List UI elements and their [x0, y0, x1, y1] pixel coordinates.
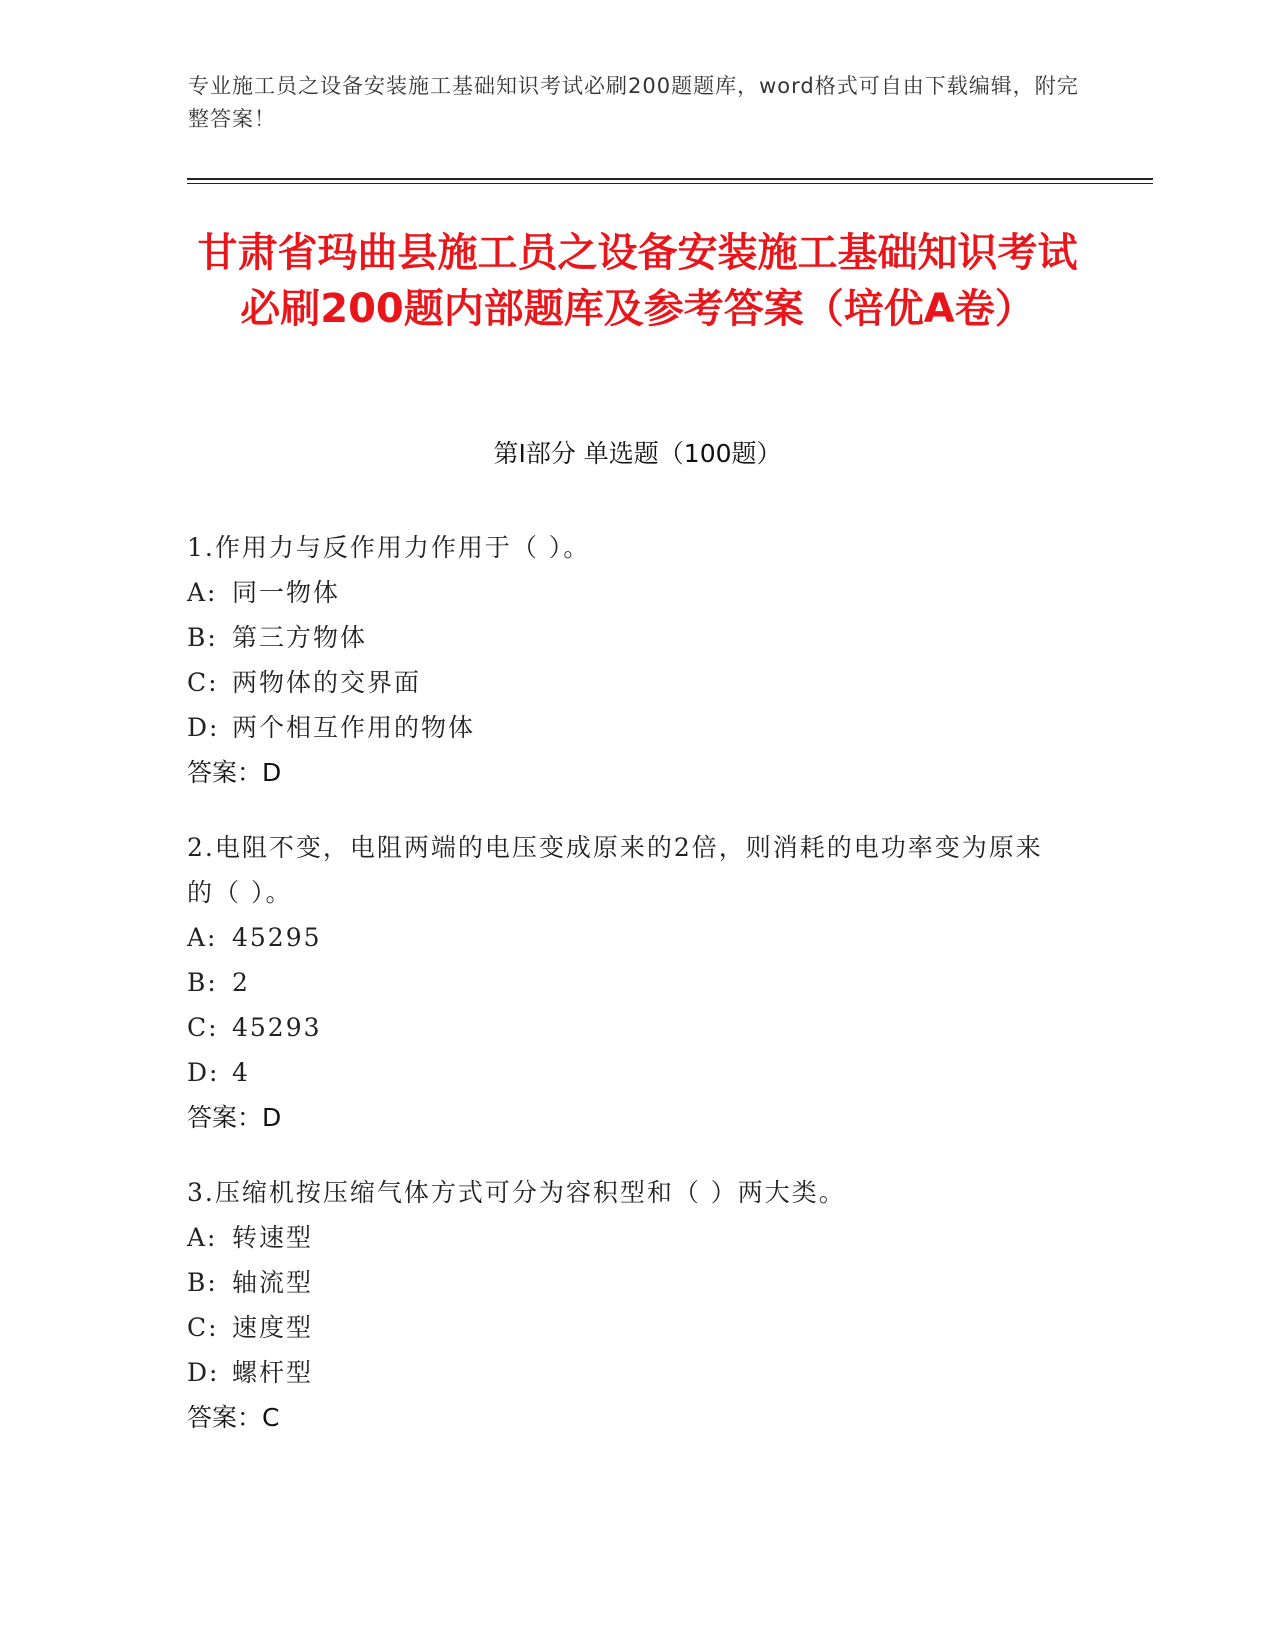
question-stem: 1.作用力与反作用力作用于（ ）。 — [187, 533, 591, 562]
answer-line: 答案：D — [187, 758, 282, 787]
question-stem: 2.电阻不变，电阻两端的电压变成原来的2倍，则消耗的电功率变为原来的（ ）。 — [187, 833, 1043, 907]
option-b — [187, 1260, 1067, 1305]
option-letter: D: — [187, 1358, 220, 1387]
option-b — [187, 960, 1067, 1005]
option-b — [187, 615, 1067, 660]
option-text: 转速型 — [232, 1223, 314, 1252]
option-a — [187, 915, 1067, 960]
option-text: 两物体的交界面 — [232, 668, 422, 697]
option-text: 轴流型 — [232, 1268, 314, 1297]
option-a — [187, 570, 1067, 615]
option-c — [187, 1005, 1067, 1050]
option-c — [187, 1305, 1067, 1350]
option-d — [187, 1350, 1067, 1395]
option-text: 45293 — [232, 1013, 322, 1042]
option-letter: A: — [187, 923, 218, 952]
option-d — [187, 1050, 1067, 1095]
document-title: 甘肃省玛曲县施工员之设备安装施工基础知识考试必刷200题内部题库及参考答案（培优A卷） — [197, 230, 1078, 332]
option-letter: C: — [187, 668, 219, 697]
option-d — [187, 705, 1067, 750]
option-letter: D: — [187, 1058, 220, 1087]
header-note: 专业施工员之设备安装施工基础知识考试必刷200题题库，word格式可自由下载编辑，附完整答案！ — [188, 74, 1079, 131]
option-text: 螺杆型 — [232, 1358, 314, 1387]
option-text: 两个相互作用的物体 — [232, 713, 476, 742]
option-letter: B: — [187, 968, 218, 997]
option-letter: C: — [187, 1313, 219, 1342]
option-a — [187, 1215, 1067, 1260]
header-divider-thin — [187, 183, 1153, 184]
option-text: 45295 — [232, 923, 322, 952]
header-divider — [187, 178, 1153, 180]
option-text: 4 — [232, 1058, 250, 1087]
option-letter: B: — [187, 623, 218, 652]
option-text: 2 — [232, 968, 250, 997]
option-letter: A: — [187, 1223, 218, 1252]
option-text: 第三方物体 — [232, 623, 368, 652]
option-c — [187, 660, 1067, 705]
question-3 — [187, 1170, 1067, 1440]
option-letter: B: — [187, 1268, 218, 1297]
option-letter: C: — [187, 1013, 219, 1042]
question-list — [187, 525, 1067, 1470]
question-2 — [187, 825, 1067, 1140]
option-text: 速度型 — [232, 1313, 314, 1342]
section-title: 第Ⅰ部分 单选题（100题） — [493, 439, 782, 468]
question-stem: 3.压缩机按压缩气体方式可分为容积型和（ ）两大类。 — [187, 1178, 846, 1207]
option-letter: D: — [187, 713, 220, 742]
question-1 — [187, 525, 1067, 795]
option-text: 同一物体 — [232, 578, 341, 607]
answer-line: 答案：C — [187, 1403, 280, 1432]
answer-line: 答案：D — [187, 1103, 282, 1132]
option-letter: A: — [187, 578, 218, 607]
